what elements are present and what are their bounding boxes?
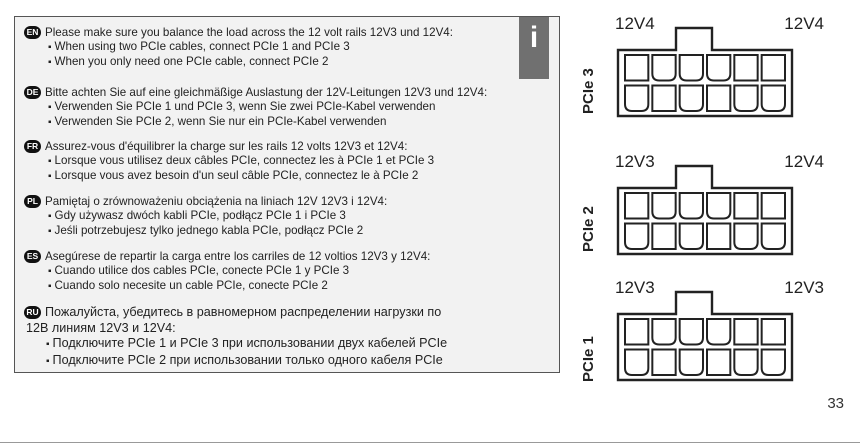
connector-pin: [625, 55, 648, 81]
connector-pcie3: [580, 14, 830, 122]
instruction-box: [14, 16, 560, 373]
connector-housing: [618, 292, 792, 380]
connector-pcie2: [580, 152, 830, 260]
bullet-item: ▪ When you only need one PCIe cable, connect PCIe 2: [24, 55, 514, 70]
connector-pin: [707, 319, 730, 345]
rail-label-right: 12V4: [784, 152, 824, 171]
section-pl: [24, 195, 514, 239]
connector-pin: [707, 224, 730, 250]
bullet-item: ▪ Cuando utilice dos cables PCIe, conecte PCIe 1 y PCIe 3: [24, 264, 514, 279]
connector-pin: [734, 193, 757, 219]
connector-pin: [652, 55, 675, 81]
section-intro: Bitte achten Sie auf eine gleichmäßige Auslastung der 12V-Leitungen 12V3 und 12V4:: [45, 86, 488, 99]
connector-pin: [707, 86, 730, 112]
page-number: 33: [827, 395, 844, 412]
connector-pcie1: [580, 278, 830, 386]
language-badge-en: EN: [24, 26, 41, 39]
connector-pin: [707, 350, 730, 376]
connector-pin: [734, 224, 757, 250]
section-intro: Asegúrese de repartir la carga entre los carriles de 12 voltios 12V3 y 12V4:: [45, 250, 431, 263]
connector-pin: [625, 319, 648, 345]
connector-pin: [707, 55, 730, 81]
language-badge-fr: FR: [24, 140, 41, 153]
connector-pin: [652, 193, 675, 219]
connector-pin: [652, 319, 675, 345]
rail-label-right: 12V4: [784, 14, 824, 33]
bullet-item: ▪ When using two PCIe cables, connect PCIe 1 and PCIe 3: [24, 40, 514, 55]
connector-pin: [734, 319, 757, 345]
connector-pin: [652, 224, 675, 250]
connector-housing: [618, 28, 792, 116]
connector-name: PCIe 3: [580, 68, 597, 114]
connector-pin: [734, 86, 757, 112]
bullet-item: ▪ Подключите PCIe 1 и PCIe 3 при использовании двух кабелей PCIe: [24, 336, 514, 353]
language-badge-es: ES: [24, 250, 41, 263]
section-intro: Pamiętaj o zrównoważeniu obciążenia na liniach 12V 12V3 i 12V4:: [45, 195, 388, 208]
connector-pin: [625, 350, 648, 376]
connector-pin: [680, 193, 703, 219]
section-intro: Assurez-vous d'équilibrer la charge sur les rails 12 volts 12V3 et 12V4:: [45, 140, 408, 153]
info-tab: [519, 17, 549, 79]
connector-pin: [680, 86, 703, 112]
bullet-item: ▪ Lorsque vous avez besoin d'un seul câble PCIe, connectez le à PCIe 2: [24, 169, 514, 184]
connector-housing: [618, 166, 792, 254]
connector-pin: [652, 350, 675, 376]
bullet-item: ▪ Verwenden Sie PCIe 2, wenn Sie nur ein PCIe-Kabel verwenden: [24, 115, 514, 130]
connector-pin: [625, 86, 648, 112]
connector-pin: [762, 55, 785, 81]
section-ru: [24, 305, 514, 369]
connector-pin: [762, 86, 785, 112]
rail-label-left: 12V3: [615, 152, 655, 171]
connector-drawing: [580, 278, 830, 386]
connector-pin: [680, 319, 703, 345]
rail-label-left: 12V3: [615, 278, 655, 297]
section-de: [24, 86, 514, 130]
connector-pin: [680, 224, 703, 250]
rail-label-left: 12V4: [615, 14, 655, 33]
section-es: [24, 250, 514, 294]
connector-pin: [625, 224, 648, 250]
bullet-item: ▪ Lorsque vous utilisez deux câbles PCIe, connectez les à PCIe 1 et PCIe 3: [24, 154, 514, 169]
connector-name: PCIe 2: [580, 206, 597, 252]
connector-pin: [625, 193, 648, 219]
connector-pin: [734, 350, 757, 376]
connector-drawing: [580, 152, 830, 260]
connector-drawing: [580, 14, 830, 122]
bullet-item: ▪ Подключите PCIe 2 при использовании только одного кабеля PCIe: [24, 353, 514, 370]
bullet-item: ▪ Cuando solo necesite un cable PCIe, conecte PCIe 2: [24, 279, 514, 294]
footer-rule: [0, 442, 860, 443]
connector-pin: [707, 193, 730, 219]
connector-pin: [762, 350, 785, 376]
section-intro: Please make sure you balance the load across the 12 volt rails 12V3 und 12V4:: [45, 26, 453, 39]
connector-pin: [734, 55, 757, 81]
language-badge-ru: RU: [24, 306, 41, 319]
bullet-item: ▪ Gdy używasz dwóch kabli PCIe, podłącz PCIe 1 i PCIe 3: [24, 209, 514, 224]
connector-name: PCIe 1: [580, 336, 597, 382]
connector-pin: [680, 350, 703, 376]
section-fr: [24, 140, 514, 184]
bullet-item: ▪ Verwenden Sie PCIe 1 und PCIe 3, wenn Sie zwei PCIe-Kabel verwenden: [24, 100, 514, 115]
bullet-item: ▪ Jeśli potrzebujesz tylko jednego kabla PCIe, podłącz PCIe 2: [24, 224, 514, 239]
section-intro: Пожалуйста, убедитесь в равномерном распределении нагрузки по: [45, 305, 442, 319]
info-icon: i: [529, 21, 539, 54]
connector-pin: [762, 224, 785, 250]
language-badge-pl: PL: [24, 195, 41, 208]
connector-pin: [762, 193, 785, 219]
section-en: [24, 26, 514, 70]
connector-pin: [762, 319, 785, 345]
rail-label-right: 12V3: [784, 278, 824, 297]
section-intro-cont: 12В линиям 12V3 и 12V4:: [26, 320, 176, 335]
connector-pin: [680, 55, 703, 81]
connector-pin: [652, 86, 675, 112]
language-badge-de: DE: [24, 86, 41, 99]
